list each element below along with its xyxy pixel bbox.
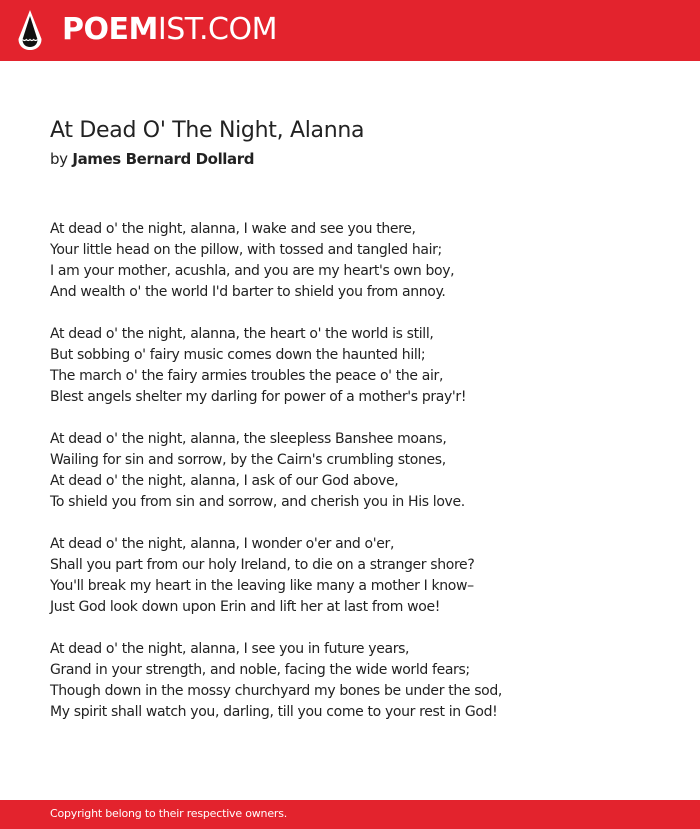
by-label: by — [50, 150, 68, 168]
poem-line: I am your mother, acushla, and you are my heart's own boy, — [50, 263, 455, 279]
byline — [50, 149, 254, 169]
poem-line: At dead o' the night, alanna, I wake and see you there, — [50, 221, 416, 237]
site-header — [0, 0, 700, 61]
poem-line: At dead o' the night, alanna, I ask of our God above, — [50, 473, 399, 489]
poem-line: You'll break my heart in the leaving like many a mother I know– — [50, 578, 474, 594]
poem-line: Shall you part from our holy Ireland, to die on a stranger shore? — [50, 557, 475, 573]
stanza — [50, 219, 670, 303]
logo-text-bold: POEM — [62, 12, 158, 47]
poem-line: At dead o' the night, alanna, the sleepless Banshee moans, — [50, 431, 447, 447]
poem-line: Wailing for sin and sorrow, by the Cairn's crumbling stones, — [50, 452, 446, 468]
poem-line: My spirit shall watch you, darling, till you come to your rest in God! — [50, 704, 498, 720]
poem-line: And wealth o' the world I'd barter to shield you from annoy. — [50, 284, 446, 300]
poem-line: At dead o' the night, alanna, I see you in future years, — [50, 641, 410, 657]
poem-title: At Dead O' The Night, Alanna — [50, 118, 365, 143]
author-name: James Bernard Dollard — [72, 150, 255, 168]
poem-line: To shield you from sin and sorrow, and cherish you in His love. — [50, 494, 465, 510]
pencil-logo-icon[interactable] — [17, 9, 43, 51]
stanza — [50, 429, 670, 513]
copyright-notice: Copyright belong to their respective owners. — [50, 807, 288, 820]
poem-line: Blest angels shelter my darling for power of a mother's pray'r! — [50, 389, 467, 405]
poem-line: At dead o' the night, alanna, I wonder o'er and o'er, — [50, 536, 395, 552]
site-logo[interactable] — [62, 11, 277, 49]
poem-body — [50, 219, 670, 744]
site-footer — [0, 800, 700, 829]
stanza — [50, 534, 670, 618]
poem-line: Grand in your strength, and noble, facing the wide world fears; — [50, 662, 470, 678]
poem-line: But sobbing o' fairy music comes down the haunted hill; — [50, 347, 426, 363]
logo-text-light: IST.COM — [157, 12, 277, 47]
stanza — [50, 324, 670, 408]
poem-line: Just God look down upon Erin and lift her at last from woe! — [50, 599, 440, 615]
stanza — [50, 639, 670, 723]
poem-line: Though down in the mossy churchyard my bones be under the sod, — [50, 683, 503, 699]
poem-line: The march o' the fairy armies troubles the peace o' the air, — [50, 368, 444, 384]
poem-line: At dead o' the night, alanna, the heart o' the world is still, — [50, 326, 434, 342]
poem-line: Your little head on the pillow, with tossed and tangled hair; — [50, 242, 442, 258]
